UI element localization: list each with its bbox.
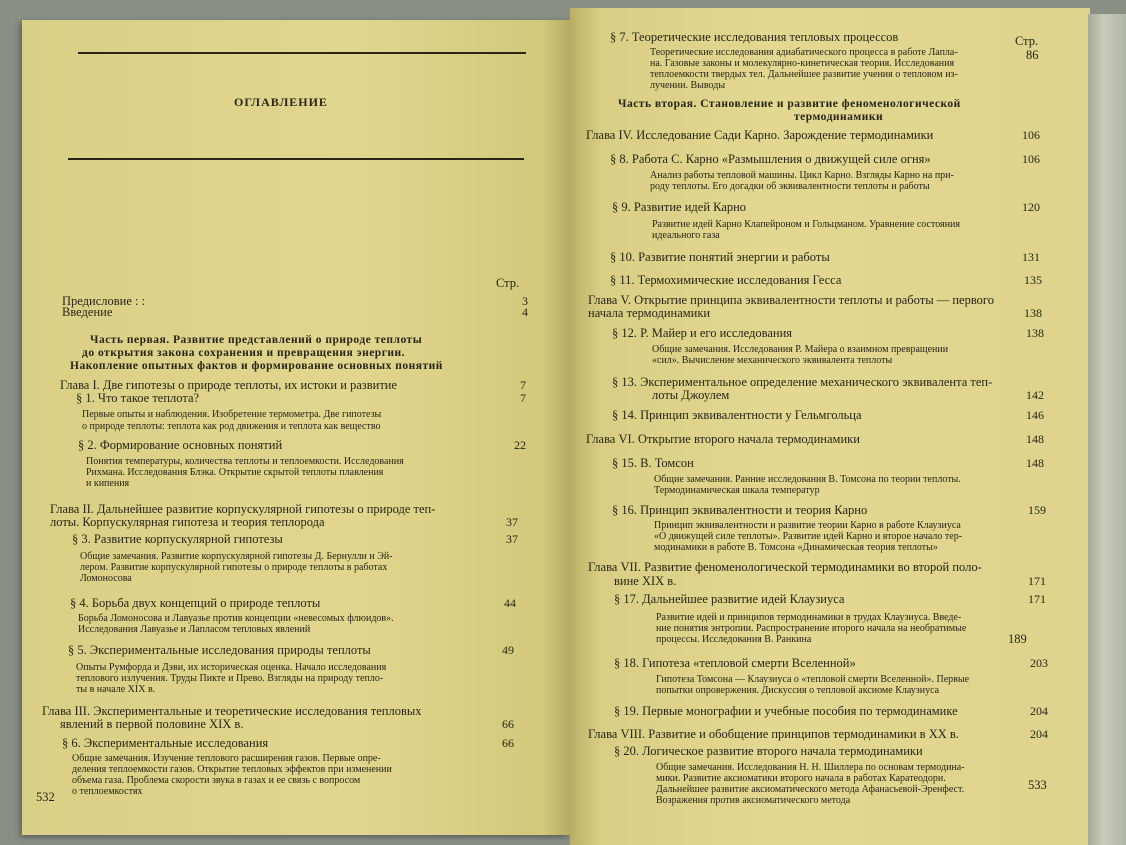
toc-entry: модинамики в работе В. Томсона «Динамическая теория теплоты» bbox=[654, 542, 938, 553]
toc-entry: Накопление опытных фактов и формирование основных понятий bbox=[70, 360, 443, 372]
title-rule bbox=[68, 158, 524, 160]
right-page-number: 533 bbox=[1028, 778, 1047, 792]
toc-page-number: 171 bbox=[1028, 592, 1046, 606]
toc-entry: Гипотеза Томсона — Клаузиуса о «тепловой смерти Вселенной». Первые bbox=[656, 674, 970, 685]
toc-entry: до открытия закона сохранения и превращения энергии. bbox=[82, 347, 406, 359]
toc-entry: Общие замечания. Изучение теплового расширения газов. Первые опре- bbox=[72, 753, 381, 764]
toc-page-number: 7 bbox=[520, 391, 526, 405]
toc-entry: Развитие идей Карно Клапейроном и Гольцманом. Уравнение состояния bbox=[652, 219, 960, 230]
toc-entry: Глава I. Две гипотезы о природе теплоты, их истоки и развитие bbox=[60, 378, 398, 392]
toc-entry: о теплоемкостях bbox=[72, 786, 143, 797]
toc-entry: § 13. Экспериментальное определение механического эквивалента теп- bbox=[612, 375, 993, 389]
toc-entry: Термодинамическая шкала температур bbox=[654, 485, 820, 496]
toc-entry: Борьба Ломоносова и Лавуазье против концепции «невесомых флюидов». bbox=[78, 613, 394, 624]
toc-page-number: 3 bbox=[522, 294, 528, 308]
toc-page-number: 138 bbox=[1026, 326, 1044, 340]
toc-entry: Введение bbox=[62, 305, 113, 319]
toc-entry: Глава VII. Развитие феноменологической термодинамики во второй поло- bbox=[588, 560, 982, 574]
right-str-label: Стр. bbox=[1015, 34, 1039, 48]
toc-entry: Возражения против аксиоматического метода bbox=[656, 795, 851, 806]
toc-entry: Ломоносова bbox=[80, 573, 132, 584]
toc-page-number: 148 bbox=[1026, 456, 1044, 470]
toc-entry: и кипения bbox=[86, 478, 130, 489]
toc-entry: лером. Развитие корпускулярной гипотезы о природе теплоты в работах bbox=[80, 562, 388, 573]
toc-entry: § 5. Экспериментальные исследования природы теплоты bbox=[68, 643, 371, 657]
toc-page-number: 135 bbox=[1024, 273, 1042, 287]
toc-page-number: 159 bbox=[1028, 503, 1046, 517]
toc-page-number: 49 bbox=[502, 643, 514, 657]
toc-entry: § 1. Что такое теплота? bbox=[76, 391, 200, 405]
toc-entry: «О движущей силе теплоты». Развитие идей Карно и второе начало тер- bbox=[654, 531, 963, 542]
toc-page-number: 7 bbox=[520, 378, 526, 392]
toc-page-number: 106 bbox=[1022, 152, 1040, 166]
toc-entry: Развитие идей и принципов термодинамики в трудах Клаузиуса. Введе- bbox=[656, 612, 962, 623]
toc-entry: § 12. Р. Майер и его исследования bbox=[612, 326, 793, 340]
toc-entry: § 15. В. Томсон bbox=[612, 456, 694, 470]
toc-entry: Теоретические исследования адиабатического процесса в работе Лапла- bbox=[650, 47, 958, 58]
toc-entry: ты в начале XIX в. bbox=[76, 684, 156, 695]
toc-page-number: 120 bbox=[1022, 200, 1040, 214]
toc-entry: Глава IV. Исследование Сади Карно. Зарождение термодинамики bbox=[586, 128, 934, 142]
toc-page-number: 171 bbox=[1028, 574, 1046, 588]
toc-entry: Понятия температуры, количества теплоты и теплоемкости. Исследования bbox=[86, 456, 404, 467]
toc-entry: § 10. Развитие понятий энергии и работы bbox=[610, 250, 830, 264]
toc-entry: о природе теплоты: теплота как род движения и теплота как вещество bbox=[82, 421, 381, 432]
toc-entry: § 11. Термохимические исследования Гесса bbox=[610, 273, 842, 287]
toc-entry: мики. Развитие аксиоматики второго начала в работах Каратеодори. bbox=[656, 773, 946, 784]
toc-page-number: 66 bbox=[502, 736, 514, 750]
toc-page-number: 204 bbox=[1030, 727, 1048, 741]
top-rule bbox=[78, 52, 526, 54]
book-cover-edge bbox=[1088, 14, 1126, 845]
toc-entry: Глава V. Открытие принципа эквивалентности теплоты и работы — первого bbox=[588, 293, 994, 307]
toc-entry: явлений в первой половине XIX в. bbox=[60, 717, 244, 731]
toc-page-number: 22 bbox=[514, 438, 526, 452]
toc-entry: § 20. Логическое развитие второго начала термодинамики bbox=[614, 744, 923, 758]
toc-entry: Глава VI. Открытие второго начала термодинамики bbox=[586, 432, 860, 446]
toc-entry: роду теплоты. Его догадки об эквивалентности теплоты и работы bbox=[650, 181, 930, 192]
toc-entry: на. Газовые законы и молекулярно-кинетическая теория. Исследования bbox=[650, 58, 955, 69]
toc-entry: лучении. Выводы bbox=[650, 80, 726, 91]
toc-page-number: 44 bbox=[504, 596, 516, 610]
page-title: ОГЛАВЛЕНИЕ bbox=[234, 95, 328, 109]
toc-page-number: 66 bbox=[502, 717, 514, 731]
toc-entry: процессы. Исследования В. Ранкина bbox=[656, 634, 812, 645]
toc-entry: Глава II. Дальнейшее развитие корпускулярной гипотезы о природе теп- bbox=[50, 502, 436, 516]
toc-entry: § 3. Развитие корпускулярной гипотезы bbox=[72, 532, 283, 546]
toc-entry: Общие замечания. Развитие корпускулярной гипотезы Д. Бернулли и Эй- bbox=[80, 551, 393, 562]
toc-entry: § 9. Развитие идей Карно bbox=[612, 200, 747, 214]
toc-entry: § 18. Гипотеза «тепловой смерти Вселенной» bbox=[614, 656, 856, 670]
toc-entry: Рихмана. Исследования Блэка. Открытие скрытой теплоты плавления bbox=[86, 467, 384, 478]
toc-entry: Дальнейшее развитие аксиоматического метода Афанасьевой-Эренфест. bbox=[656, 784, 965, 795]
toc-page-number: 131 bbox=[1022, 250, 1040, 264]
toc-page-number: 106 bbox=[1022, 128, 1040, 142]
toc-entry: § 19. Первые монографии и учебные пособия по термодинамике bbox=[614, 704, 958, 718]
toc-entry: Опыты Румфорда и Дэви, их историческая оценка. Начало исследования bbox=[76, 662, 387, 673]
toc-entry: § 4. Борьба двух концепций о природе теплоты bbox=[70, 596, 321, 610]
toc-entry: Анализ работы тепловой машины. Цикл Карно. Взгляды Карно на при- bbox=[650, 170, 954, 181]
toc-entry: вине XIX в. bbox=[614, 574, 677, 588]
toc-entry: 189 bbox=[1008, 632, 1027, 646]
toc-entry: попытки опровержения. Дискуссия о тепловой аксиоме Клаузиуса bbox=[656, 685, 940, 696]
toc-entry: «сил». Вычисление механического эквивалента теплоты bbox=[652, 355, 893, 366]
toc-entry: § 6. Экспериментальные исследования bbox=[62, 736, 269, 750]
toc-page-number: 204 bbox=[1030, 704, 1048, 718]
toc-entry: Предисловие : : bbox=[62, 294, 146, 308]
toc-entry: Часть вторая. Становление и развитие феноменологической bbox=[618, 98, 961, 110]
toc-entry: § 17. Дальнейшее развитие идей Клаузиуса bbox=[614, 592, 845, 606]
toc-entry: начала термодинамики bbox=[588, 306, 711, 320]
toc-entry: Глава VIII. Развитие и обобщение принципов термодинамики в XX в. bbox=[588, 727, 959, 741]
toc-page-number: 142 bbox=[1026, 388, 1044, 402]
toc-entry: 86 bbox=[1026, 48, 1039, 62]
toc-entry: термодинамики bbox=[794, 111, 884, 123]
toc-entry: Общие замечания. Исследования Н. Н. Шиллера по основам термодина- bbox=[656, 762, 965, 773]
toc-entry: Часть первая. Развитие представлений о природе теплоты bbox=[90, 334, 423, 346]
toc-entry: Общие замечания. Исследования Р. Майера о взаимном превращении bbox=[652, 344, 949, 355]
toc-entry: § 16. Принцип эквивалентности и теория Карно bbox=[612, 503, 868, 517]
toc-page-number: 4 bbox=[522, 305, 528, 319]
toc-entry: § 2. Формирование основных понятий bbox=[78, 438, 283, 452]
toc-entry: § 8. Работа С. Карно «Размышления о движущей силе огня» bbox=[610, 152, 931, 166]
toc-entry: Общие замечания. Ранние исследования В. Томсона по теории теплоты. bbox=[654, 474, 961, 485]
toc-entry: теплоемкости твердых тел. Дальнейшее развитие учения о тепловом из- bbox=[650, 69, 958, 80]
toc-entry: идеального газа bbox=[652, 230, 720, 241]
toc-entry: лоты Джоулем bbox=[652, 388, 730, 402]
toc-entry: ние понятия энтропии. Распространение второго начала на необратимые bbox=[656, 623, 967, 634]
toc-entry: § 14. Принцип эквивалентности у Гельмгольца bbox=[612, 408, 862, 422]
toc-entry: § 7. Теоретические исследования тепловых процессов bbox=[610, 30, 899, 44]
toc-entry: лоты. Корпускулярная гипотеза и теория теплорода bbox=[50, 515, 325, 529]
toc-entry: деления теплоемкости газов. Открытие тепловых эффектов при изменении bbox=[72, 764, 392, 775]
toc-entry: Первые опыты и наблюдения. Изобретение термометра. Две гипотезы bbox=[82, 409, 382, 420]
toc-page-number: 146 bbox=[1026, 408, 1044, 422]
toc-page-number: 138 bbox=[1024, 306, 1042, 320]
toc-page-number: 203 bbox=[1030, 656, 1048, 670]
toc-entry: теплового излучения. Труды Пикте и Прево. Взгляды на природу тепло- bbox=[76, 673, 384, 684]
toc-entry: объема газа. Проблема скорости звука в газах и ее связь с вопросом bbox=[72, 775, 361, 786]
toc-entry: Исследования Лавуазье и Лапласом тепловых явлений bbox=[78, 624, 311, 635]
toc-entry: Принцип эквивалентности и развитие теории Карно в работе Клаузиуса bbox=[654, 520, 961, 531]
toc-page-number: 37 bbox=[506, 515, 518, 529]
left-str-label: Стр. bbox=[496, 276, 520, 290]
left-page-number: 532 bbox=[36, 790, 55, 804]
toc-entry: Глава III. Экспериментальные и теоретические исследования тепловых bbox=[42, 704, 422, 718]
toc-page-number: 148 bbox=[1026, 432, 1044, 446]
toc-page-number: 37 bbox=[506, 532, 518, 546]
